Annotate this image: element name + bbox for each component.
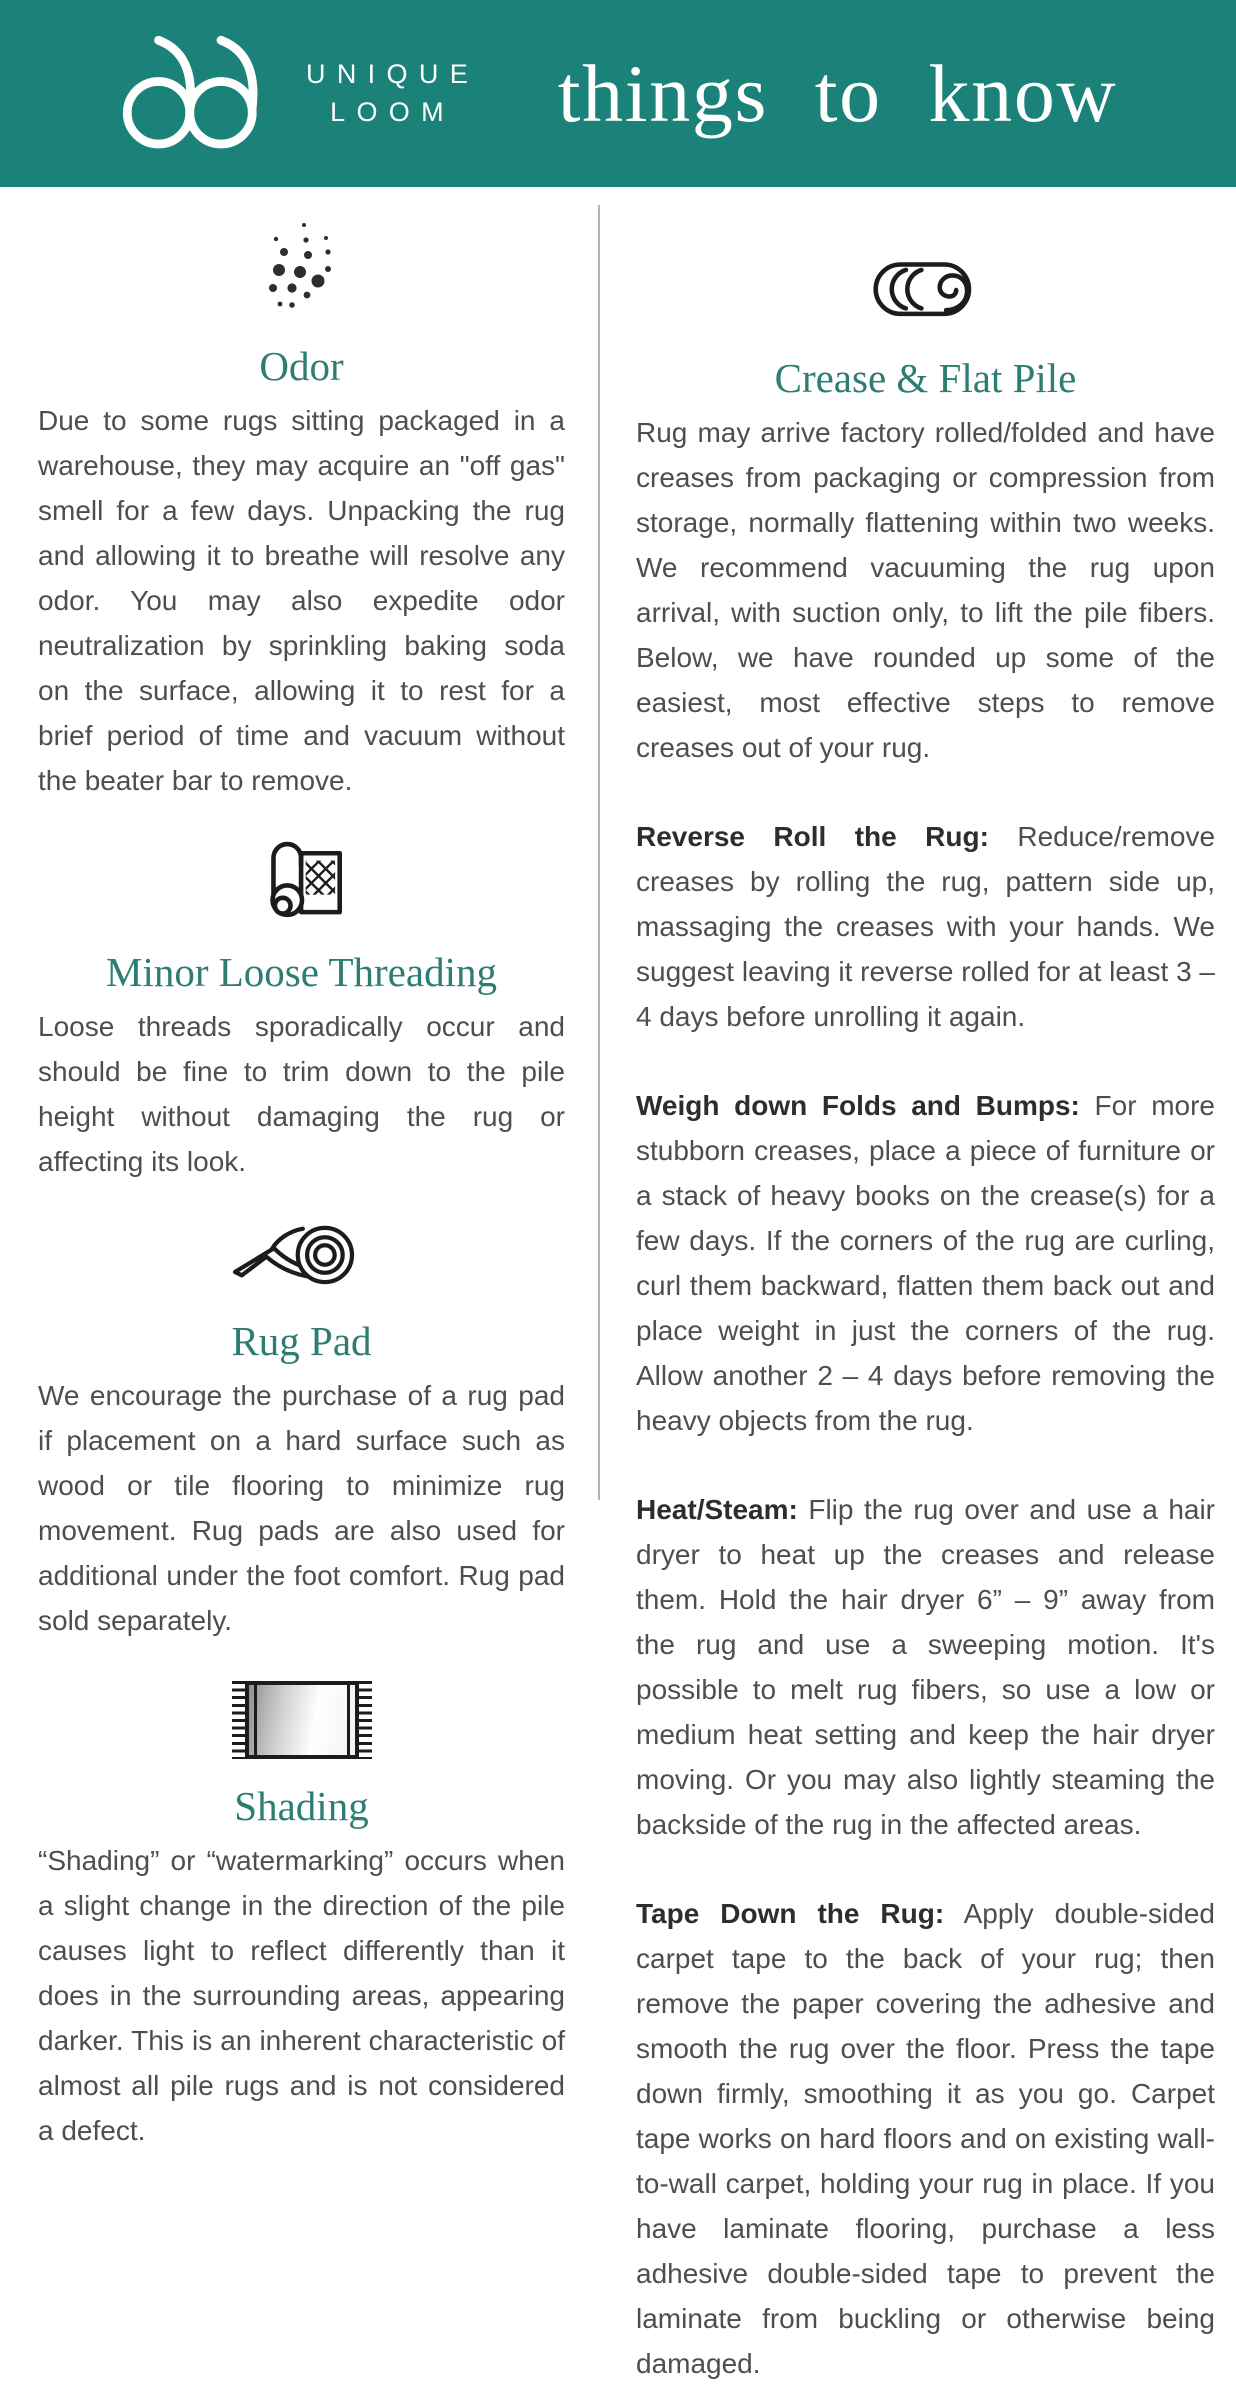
rug-fringe-right <box>359 1681 372 1759</box>
tip-tape-down <box>636 1891 1215 2386</box>
shaded-rug-fringe-icon <box>38 1679 565 1759</box>
section-odor <box>38 207 565 803</box>
brand-wordmark <box>306 56 479 132</box>
rug-fringe-left <box>232 1681 245 1759</box>
tip-label: Reverse Roll the Rug: <box>636 821 989 853</box>
brand-block <box>112 34 479 154</box>
section-body-threading: Loose threads sporadically occur and should be fine to trim down to the pile height without damaging the rug or affecting its look. <box>38 1011 565 1178</box>
section-minor-loose-threading <box>38 833 565 1184</box>
two-column-body <box>0 187 1236 2380</box>
tip-weigh-down <box>636 1083 1215 1443</box>
tip-text: For more stubborn creases, place a piece of furniture or a stack of heavy books on the crease(s) for a few days. If the corners of the rug are curling, curl them backward, flatten them back out and place weight in just the corners of the rug. Allow another 2 – 4 days before removing the heavy objects from the rug. <box>636 1090 1215 1437</box>
section-shading <box>38 1679 565 2153</box>
section-heading-threading: Minor Loose Threading <box>106 949 497 996</box>
tip-heat-steam <box>636 1487 1215 1847</box>
left-column <box>0 187 598 2153</box>
section-body-odor: Due to some rugs sitting packaged in a warehouse, they may acquire an "off gas" smell for a few days. Unpacking the rug and allowing it to breathe will resolve any odor. You may also expedite odor neutralization by sprinkling baking soda on the surface, allowing it to rest for a brief period of time and vacuum without the beater bar to remove. <box>38 405 565 797</box>
right-column <box>598 205 1236 2380</box>
tip-label: Weigh down Folds and Bumps: <box>636 1090 1080 1122</box>
odor-specks-icon <box>38 207 565 319</box>
section-crease-flat-pile <box>636 265 1215 2386</box>
page-title: things to know <box>557 47 1118 139</box>
unique-loom-logo <box>112 34 280 154</box>
tip-text: Apply double-sided carpet tape to the back of your rug; then remove the paper covering the adhesive and smooth the rug over the floor. Press the tape down firmly, smoothing it as you go. Carpet tape works on hard floors and on existing wall-to-wall carpet, holding your rug in place. If you have laminate flooring, purchase a less adhesive double-sided tape to prevent the laminate from buckling or otherwise being damaged. <box>636 1898 1215 2380</box>
brand-line1: UNIQUE <box>306 58 480 89</box>
section-heading-odor: Odor <box>259 343 344 389</box>
section-heading-rug-pad: Rug Pad <box>231 1318 372 1365</box>
section-rug-pad <box>38 1222 565 1643</box>
tip-label: Tape Down the Rug: <box>636 1898 945 1930</box>
tip-reverse-roll <box>636 814 1215 1039</box>
section-body-shading: “Shading” or “watermarking” occurs when a slight change in the direction of the pile causes light to reflect differently than it does in the surrounding areas, appearing darker. This is an inherent characteristic of almost all pile rugs and is not considered a defect. <box>38 1845 565 2147</box>
tip-label: Heat/Steam: <box>636 1494 798 1526</box>
section-heading-shading: Shading <box>234 1783 369 1830</box>
rolled-rug-hatch-icon <box>38 833 565 925</box>
tip-text: Reduce/remove creases by rolling the rug, pattern side up, massaging the creases with your hands. We suggest leaving it reverse rolled for at least 3 – 4 days before unrolling it again. <box>636 821 1216 1033</box>
section-heading-crease: Crease & Flat Pile <box>774 355 1077 401</box>
rug-pad-roll-icon <box>38 1222 565 1294</box>
brand-line2: LOOM <box>330 96 455 127</box>
tip-text: Flip the rug over and use a hair dryer to heat up the creases and release them. Hold the hair dryer 6” – 9” away from the rug and use a sweeping motion. It's possible to melt rug fibers, so use a low or medium heat setting and keep the hair dryer moving. Or you may also lightly steaming the backside of the rug in the affected areas. <box>636 1494 1216 1841</box>
rolled-rug-spiral-icon <box>636 265 1215 323</box>
section-body-rug-pad: We encourage the purchase of a rug pad if placement on a hard surface such as wood or tile flooring to minimize rug movement. Rug pads are also used for additional under the foot comfort. Rug pad sold separately. <box>38 1380 565 1637</box>
header-banner <box>0 0 1236 187</box>
section-intro-crease: Rug may arrive factory rolled/folded and have creases from packaging or compression from storage, normally flattening within two weeks. We recommend vacuuming the rug upon arrival, with suction only, to lift the pile fibers. Below, we have rounded up some of the easiest, most effective steps to remove creases out of your rug. <box>636 417 1215 764</box>
